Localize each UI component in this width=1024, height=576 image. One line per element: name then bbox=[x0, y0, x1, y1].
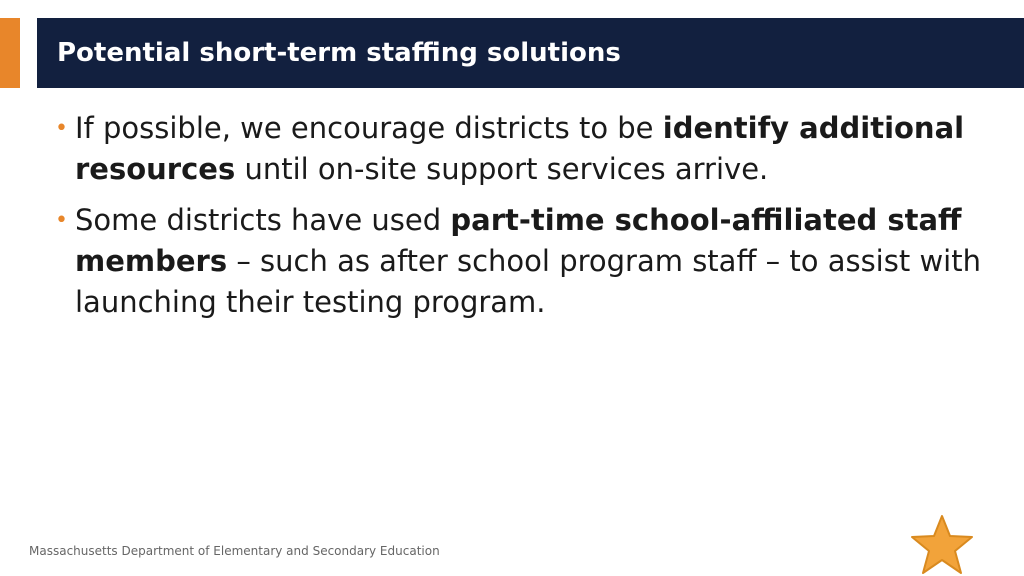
title-accent-bar bbox=[0, 18, 20, 88]
bullet-item bbox=[55, 108, 995, 190]
bullet-text: until on-site support services arrive. bbox=[235, 152, 769, 186]
bullet-text: – such as after school program staff – to assist with launching their testing program. bbox=[75, 244, 981, 319]
bullet-dot: • bbox=[55, 116, 68, 141]
footer-organization: Massachusetts Department of Elementary and Secondary Education bbox=[29, 544, 440, 558]
slide-title: Potential short-term staffing solutions bbox=[57, 38, 621, 68]
bullet-list bbox=[55, 108, 995, 333]
bullet-item bbox=[55, 200, 995, 323]
title-bar bbox=[37, 18, 1024, 88]
star-icon bbox=[910, 514, 974, 576]
bullet-text: If possible, we encourage districts to be bbox=[75, 111, 663, 145]
bullet-emphasis: identify additional resources bbox=[75, 111, 965, 186]
bullet-text: Some districts have used bbox=[75, 203, 451, 237]
bullet-dot: • bbox=[55, 208, 68, 233]
bullet-emphasis: part-time school-affiliated staff members bbox=[75, 203, 962, 278]
